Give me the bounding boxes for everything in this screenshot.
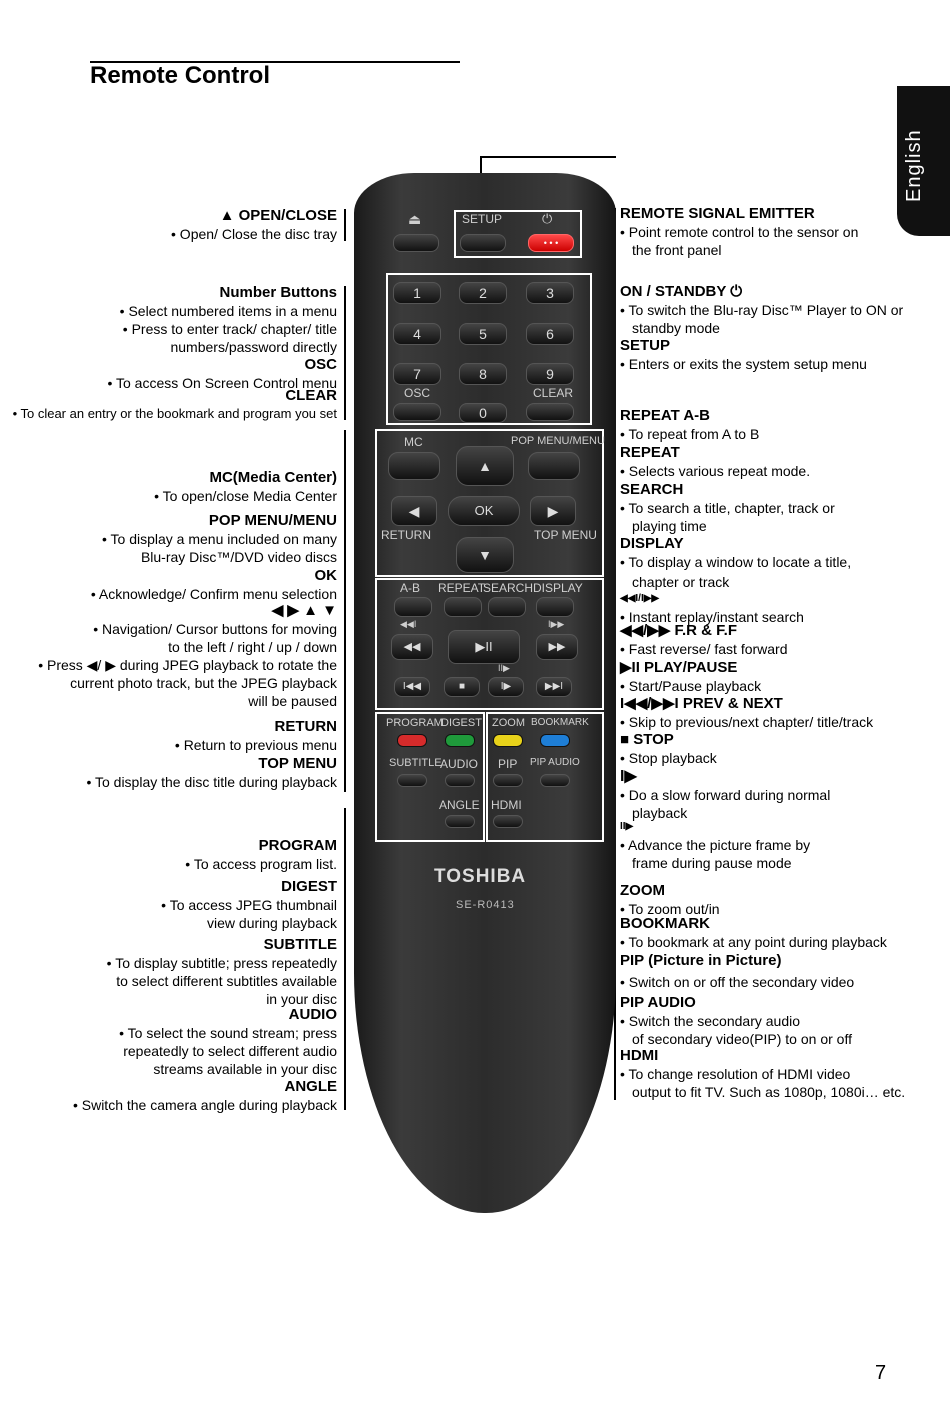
detail: • Navigation/ Cursor buttons for moving bbox=[93, 621, 337, 637]
heading: ▶II PLAY/PAUSE bbox=[620, 659, 738, 676]
desc-zoom bbox=[620, 882, 720, 918]
desc-subtitle bbox=[107, 936, 337, 1008]
detail: standby mode bbox=[632, 320, 720, 336]
heading: SEARCH bbox=[620, 481, 684, 498]
heading: ZOOM bbox=[620, 882, 665, 899]
detail: chapter or track bbox=[632, 574, 730, 590]
desc-repeat-ab bbox=[620, 407, 759, 443]
heading: TOP MENU bbox=[258, 755, 337, 772]
heading: RETURN bbox=[274, 718, 337, 735]
detail: streams available in your disc bbox=[153, 1061, 337, 1077]
detail: of secondary video(PIP) to on or off bbox=[632, 1031, 852, 1047]
desc-slow-forward bbox=[620, 768, 830, 822]
heading: SUBTITLE bbox=[263, 936, 337, 953]
next-button[interactable]: ▶▶I bbox=[536, 677, 572, 697]
heading: OSC bbox=[304, 356, 337, 373]
setup-label: SETUP bbox=[462, 212, 503, 226]
play-pause-button[interactable]: ▶II bbox=[448, 630, 520, 664]
popmenu-label: POP MENU/MENU bbox=[511, 435, 605, 447]
brand-logo: TOSHIBA bbox=[434, 866, 527, 887]
detail: frame during pause mode bbox=[632, 855, 792, 871]
heading: I◀◀/▶▶I PREV & NEXT bbox=[620, 695, 783, 712]
desc-open-close bbox=[171, 207, 337, 243]
desc-topmenu bbox=[86, 755, 337, 791]
desc-pip bbox=[620, 952, 854, 991]
digest-button[interactable] bbox=[445, 734, 475, 747]
detail: • To access JPEG thumbnail bbox=[161, 897, 337, 913]
repeat-button[interactable] bbox=[444, 597, 482, 617]
heading: II▶ bbox=[620, 821, 634, 832]
desc-step-frame bbox=[620, 818, 810, 872]
zoom-button[interactable] bbox=[493, 734, 523, 747]
hdmi-label: HDMI bbox=[491, 798, 522, 812]
mc-label: MC bbox=[404, 435, 423, 449]
heading: DISPLAY bbox=[620, 535, 684, 552]
number-3-button[interactable]: 3 bbox=[526, 282, 574, 304]
language-tab bbox=[897, 86, 950, 236]
detail: • To display a window to locate a title, bbox=[620, 554, 852, 570]
detail: • Press ◀/ ▶ during JPEG playback to rotate the bbox=[38, 657, 337, 673]
detail: will be paused bbox=[248, 693, 337, 709]
search-button[interactable] bbox=[488, 597, 526, 617]
desc-audio bbox=[119, 1006, 337, 1078]
heading: I▶ bbox=[620, 768, 637, 785]
detail: playing time bbox=[632, 518, 707, 534]
detail: • Open/ Close the disc tray bbox=[171, 226, 337, 242]
detail: • To access On Screen Control menu bbox=[107, 375, 337, 391]
heading: ▲ OPEN/CLOSE bbox=[219, 207, 337, 224]
number-6-button[interactable]: 6 bbox=[526, 323, 574, 345]
heading: ON / STANDBY ⏻ bbox=[620, 283, 743, 300]
desc-digest bbox=[161, 878, 337, 932]
detail: in your disc bbox=[266, 991, 337, 1007]
number-8-button[interactable]: 8 bbox=[459, 363, 507, 385]
clear-label: CLEAR bbox=[533, 386, 574, 400]
detail: • Enters or exits the system setup menu bbox=[620, 356, 867, 372]
heading: HDMI bbox=[620, 1047, 659, 1064]
desc-setup bbox=[620, 337, 867, 373]
right-arrow-button[interactable]: ▶ bbox=[530, 496, 576, 526]
audio-button[interactable] bbox=[445, 774, 475, 787]
heading: MC(Media Center) bbox=[209, 469, 337, 486]
desc-number-buttons bbox=[120, 284, 337, 356]
detail: • Point remote control to the sensor on bbox=[620, 224, 859, 240]
language-tab-label: English bbox=[903, 129, 925, 202]
detail: view during playback bbox=[207, 915, 337, 931]
rewind-button[interactable]: ◀◀ bbox=[391, 634, 433, 660]
program-label: PROGRAM bbox=[386, 717, 443, 729]
detail: • Selects various repeat mode. bbox=[620, 463, 811, 479]
up-arrow-button[interactable]: ▲ bbox=[456, 446, 514, 486]
desc-repeat bbox=[620, 444, 810, 480]
number-7-button[interactable]: 7 bbox=[393, 363, 441, 385]
bracket-navigation bbox=[344, 430, 346, 792]
ok-button[interactable]: OK bbox=[448, 496, 520, 526]
detail: • Switch the secondary audio bbox=[620, 1013, 801, 1029]
bracket-function bbox=[344, 808, 346, 1110]
left-arrow-button[interactable]: ◀ bbox=[391, 496, 437, 526]
pip-audio-label: PIP AUDIO bbox=[530, 757, 580, 768]
bracket-emitter-top bbox=[480, 156, 616, 158]
clear-button[interactable] bbox=[526, 403, 574, 421]
osc-label: OSC bbox=[404, 386, 431, 400]
prev-button[interactable]: I◀◀ bbox=[394, 677, 430, 697]
detail: • To display a menu included on many bbox=[101, 531, 337, 547]
heading: PIP (Picture in Picture) bbox=[620, 952, 782, 969]
desc-bookmark bbox=[620, 915, 887, 951]
audio-label: AUDIO bbox=[440, 757, 479, 771]
heading: DIGEST bbox=[281, 878, 337, 895]
number-5-button[interactable]: 5 bbox=[459, 323, 507, 345]
bookmark-label: BOOKMARK bbox=[531, 717, 589, 728]
detail: • To clear an entry or the bookmark and program you set bbox=[12, 406, 337, 421]
detail: • Return to previous menu bbox=[174, 737, 337, 753]
heading: SETUP bbox=[620, 337, 671, 354]
subtitle-label: SUBTITLE bbox=[389, 757, 442, 769]
eject-icon: ⏏ bbox=[408, 211, 422, 227]
heading: ◀◀I/I▶▶ bbox=[620, 593, 660, 604]
osc-button[interactable] bbox=[393, 403, 441, 421]
heading: BOOKMARK bbox=[620, 915, 710, 932]
pip-audio-button[interactable] bbox=[540, 774, 570, 787]
desc-pip-audio bbox=[620, 994, 852, 1048]
stop-button[interactable]: ■ bbox=[444, 677, 480, 697]
hdmi-button[interactable] bbox=[493, 815, 523, 828]
heading: Number Buttons bbox=[219, 284, 337, 301]
detail: • Instant replay/instant search bbox=[620, 609, 804, 625]
detail: • To search a title, chapter, track or bbox=[620, 500, 835, 516]
detail: • Press to enter track/ chapter/ title bbox=[122, 321, 337, 337]
detail: • To change resolution of HDMI video bbox=[620, 1066, 851, 1082]
heading: REMOTE SIGNAL EMITTER bbox=[620, 205, 815, 222]
detail: • Fast reverse/ fast forward bbox=[620, 641, 788, 657]
detail: • Advance the picture frame by bbox=[620, 837, 811, 853]
desc-program bbox=[185, 837, 337, 873]
detail: • Stop playback bbox=[620, 750, 717, 766]
replay-icon: ◀◀I bbox=[400, 619, 417, 629]
power-icon: ⏻ bbox=[542, 211, 553, 226]
desc-hdmi bbox=[620, 1047, 905, 1101]
popmenu-button[interactable] bbox=[528, 452, 580, 480]
detail: numbers/password directly bbox=[170, 339, 337, 355]
desc-play-pause bbox=[620, 659, 761, 695]
heading: PIP AUDIO bbox=[620, 994, 696, 1011]
detail: • Switch the camera angle during playback bbox=[72, 1097, 337, 1113]
display-button[interactable] bbox=[536, 597, 574, 617]
detail: • To select the sound stream; press bbox=[119, 1025, 337, 1041]
detail: playback bbox=[632, 805, 688, 821]
heading: ◀ ▶ ▲ ▼ bbox=[271, 602, 337, 619]
desc-stop bbox=[620, 731, 717, 767]
mc-button[interactable] bbox=[388, 452, 440, 480]
angle-label: ANGLE bbox=[439, 798, 480, 812]
heading: CLEAR bbox=[285, 387, 337, 404]
number-2-button[interactable]: 2 bbox=[459, 282, 507, 304]
heading: OK bbox=[314, 567, 337, 584]
down-arrow-button[interactable]: ▼ bbox=[456, 537, 514, 573]
detail: the front panel bbox=[632, 242, 722, 258]
detail: • Do a slow forward during normal bbox=[620, 787, 831, 803]
heading: REPEAT A-B bbox=[620, 407, 710, 424]
detail: • Select numbered items in a menu bbox=[119, 303, 337, 319]
detail: current photo track, but the JPEG playback bbox=[70, 675, 337, 691]
detail: • Switch on or off the secondary video bbox=[620, 974, 855, 990]
heading: POP MENU/MENU bbox=[208, 512, 337, 529]
detail: to select different subtitles available bbox=[116, 973, 337, 989]
desc-display bbox=[620, 535, 851, 591]
desc-clear bbox=[13, 387, 337, 423]
detail: output to fit TV. Such as 1080p, 1080i… etc. bbox=[632, 1084, 906, 1100]
bracket-open-close bbox=[344, 209, 346, 241]
topmenu-label: TOP MENU bbox=[534, 528, 597, 542]
heading: PROGRAM bbox=[258, 837, 337, 854]
heading: ■ STOP bbox=[620, 731, 674, 748]
return-label: RETURN bbox=[381, 528, 431, 542]
detail: Blu-ray Disc™/DVD video discs bbox=[140, 549, 337, 565]
detail: • Acknowledge/ Confirm menu selection bbox=[90, 586, 337, 602]
desc-remote-signal-emitter bbox=[620, 205, 858, 259]
detail: • To display the disc title during playback bbox=[86, 774, 337, 790]
display-label: DISPLAY bbox=[533, 581, 583, 595]
desc-on-standby bbox=[620, 283, 903, 337]
detail: • To bookmark at any point during playback bbox=[620, 934, 887, 950]
detail: • To repeat from A to B bbox=[620, 426, 760, 442]
ab-label: A-B bbox=[400, 581, 421, 595]
detail: repeatedly to select different audio bbox=[123, 1043, 337, 1059]
program-button[interactable] bbox=[397, 734, 427, 747]
desc-prev-next bbox=[620, 695, 873, 731]
desc-fr-ff bbox=[620, 622, 788, 658]
heading: ANGLE bbox=[284, 1078, 337, 1095]
desc-ok bbox=[91, 567, 337, 603]
subtitle-button[interactable] bbox=[397, 774, 427, 787]
step-button[interactable]: I▶ bbox=[488, 677, 524, 697]
ab-button[interactable] bbox=[394, 597, 432, 617]
number-9-button[interactable]: 9 bbox=[526, 363, 574, 385]
detail: • To display subtitle; press repeatedly bbox=[106, 955, 337, 971]
page-title: Remote Control bbox=[90, 62, 270, 89]
slow-icon: II▶ bbox=[498, 663, 510, 673]
number-0-button[interactable]: 0 bbox=[459, 403, 507, 423]
number-1-button[interactable]: 1 bbox=[393, 282, 441, 304]
pip-label: PIP bbox=[498, 757, 518, 771]
power-button[interactable]: • • • bbox=[528, 234, 574, 252]
desc-instant bbox=[620, 590, 804, 626]
bookmark-button[interactable] bbox=[540, 734, 570, 747]
desc-angle bbox=[73, 1078, 337, 1114]
detail: • To access program list. bbox=[185, 856, 337, 872]
pip-button[interactable] bbox=[493, 774, 523, 787]
skip-search-icon: I▶▶ bbox=[548, 619, 565, 629]
detail: • Skip to previous/next chapter/ title/track bbox=[620, 714, 874, 730]
digest-label: DIGEST bbox=[441, 717, 482, 729]
heading: ◀◀/▶▶ F.R & F.F bbox=[620, 622, 737, 639]
fast-forward-button[interactable]: ▶▶ bbox=[536, 634, 578, 660]
desc-arrows bbox=[38, 602, 337, 710]
detail: • To switch the Blu-ray Disc™ Player to ON or bbox=[620, 302, 904, 318]
heading: AUDIO bbox=[288, 1006, 337, 1023]
search-label: SEARCH bbox=[483, 581, 534, 595]
number-4-button[interactable]: 4 bbox=[393, 323, 441, 345]
detail: • To zoom out/in bbox=[620, 901, 720, 917]
open-close-button[interactable] bbox=[393, 234, 439, 252]
repeat-label: REPEAT bbox=[438, 581, 486, 595]
desc-search bbox=[620, 481, 835, 535]
desc-return bbox=[175, 718, 337, 754]
detail: • To open/close Media Center bbox=[154, 488, 337, 504]
heading: REPEAT bbox=[620, 444, 680, 461]
detail: to the left / right / up / down bbox=[168, 639, 337, 655]
detail: • Start/Pause playback bbox=[620, 678, 762, 694]
desc-popmenu bbox=[102, 512, 337, 566]
desc-mc bbox=[154, 469, 337, 505]
angle-button[interactable] bbox=[445, 815, 475, 828]
model-number: SE-R0413 bbox=[456, 899, 515, 911]
bracket-number-buttons bbox=[344, 286, 346, 420]
page-number: 7 bbox=[875, 1362, 887, 1384]
setup-button[interactable] bbox=[460, 234, 506, 252]
zoom-label: ZOOM bbox=[492, 717, 525, 729]
